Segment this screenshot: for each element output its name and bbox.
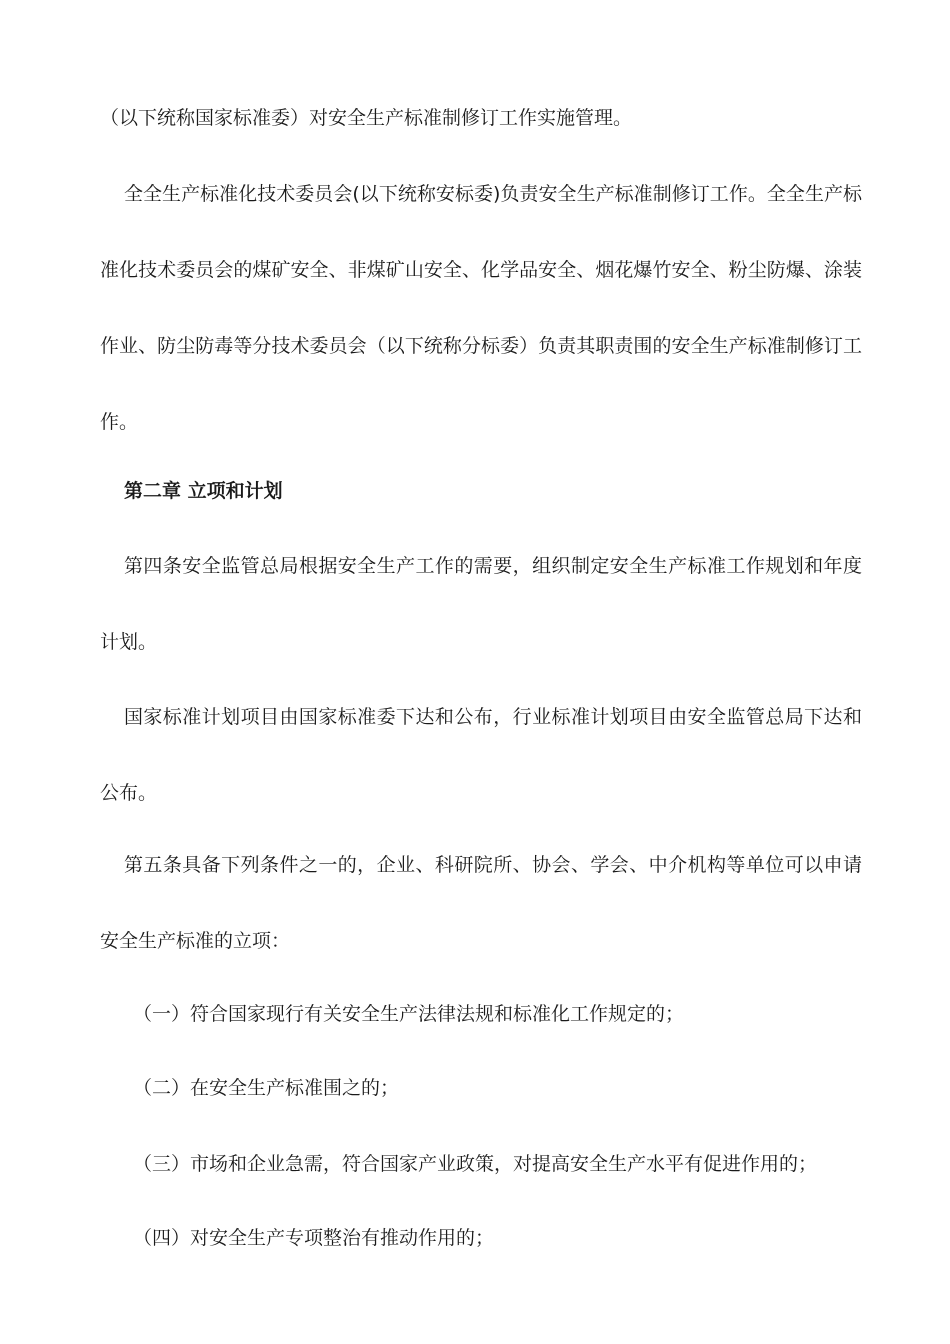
article-5: 第五条具备下列条件之一的，企业、科研院所、协会、学会、中介机构等单位可以申请安全生产标准的立项： <box>100 854 862 952</box>
article-4: 第四条安全监管总局根据安全生产工作的需要，组织制定安全生产标准工作规划和年度计划。 <box>100 555 862 653</box>
list-item-3: （三）市场和企业急需，符合国家产业政策，对提高安全生产水平有促进作用的； <box>133 1153 818 1175</box>
paragraph-committee: 全全生产标准化技术委员会(以下统称安标委)负责安全生产标准制修订工作。全全生产标准化技术委员会的煤矿安全、非煤矿山安全、化学品安全、烟花爆竹安全、粉尘防爆、涂装作业、防尘防毒等分技术委员会（以下统称分标委）负责其职责围的安全生产标准制修订工作。 <box>100 183 862 433</box>
list-item-4: （四）对安全生产专项整治有推动作用的； <box>133 1227 495 1249</box>
list-item-1: （一）符合国家现行有关安全生产法律法规和标准化工作规定的； <box>133 1003 685 1025</box>
paragraph-continuation: （以下统称国家标准委）对安全生产标准制修订工作实施管理。 <box>100 107 633 129</box>
paragraph-plan-release: 国家标准计划项目由国家标准委下达和公布，行业标准计划项目由安全监管总局下达和公布。 <box>100 706 862 804</box>
list-item-2: （二）在安全生产标准围之的； <box>133 1077 400 1099</box>
chapter-heading: 第二章 立项和计划 <box>124 480 283 502</box>
